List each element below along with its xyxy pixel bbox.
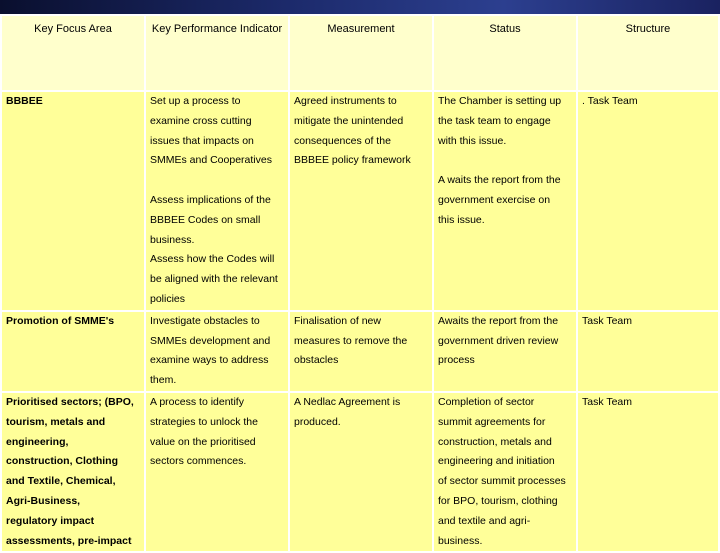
cell-key-focus-area: Promotion of SMME's <box>2 312 144 391</box>
cell-key-focus-area: BBBEE <box>2 92 144 310</box>
cell-structure: Task Team <box>578 312 718 391</box>
header-key-focus-area: Key Focus Area <box>2 16 144 90</box>
slide-header-bar <box>0 0 720 14</box>
cell-key-focus-area: Prioritised sectors; (BPO, tourism, metals and engineering, construction, Clothing and Textile, Chemical, Agri-Business, regulatory impact assessments, pre-impact <box>2 393 144 551</box>
header-kpi: Key Performance Indicator <box>146 16 288 90</box>
cell-status: Awaits the report from the government driven review process <box>434 312 576 391</box>
cell-status: Completion of sector summit agreements for construction, metals and engineering and initiation of sector summit processes for BPO, tourism, clothing and textile and agri- business. <box>434 393 576 551</box>
header-structure: Structure <box>578 16 718 90</box>
table-row <box>2 92 718 310</box>
cell-status: The Chamber is setting up the task team to engage with this issue. A waits the report from the government exercise on this issue. <box>434 92 576 310</box>
header-row <box>2 16 718 90</box>
table-row <box>2 312 718 391</box>
kpi-table <box>0 14 720 553</box>
cell-measurement: Agreed instruments to mitigate the unintended consequences of the BBBEE policy framework <box>290 92 432 310</box>
cell-kpi: Investigate obstacles to SMMEs development and examine ways to address them. <box>146 312 288 391</box>
cell-kpi: A process to identify strategies to unlock the value on the prioritised sectors commences. <box>146 393 288 551</box>
cell-structure: . Task Team <box>578 92 718 310</box>
cell-measurement: A Nedlac Agreement is produced. <box>290 393 432 551</box>
cell-kpi: Set up a process to examine cross cutting issues that impacts on SMMEs and Cooperatives Assess implications of the BBBEE Codes on small business. Assess how the Codes will be aligned with the relevant policies <box>146 92 288 310</box>
table-row <box>2 393 718 551</box>
header-status: Status <box>434 16 576 90</box>
header-measurement: Measurement <box>290 16 432 90</box>
cell-structure: Task Team <box>578 393 718 551</box>
cell-measurement: Finalisation of new measures to remove the obstacles <box>290 312 432 391</box>
